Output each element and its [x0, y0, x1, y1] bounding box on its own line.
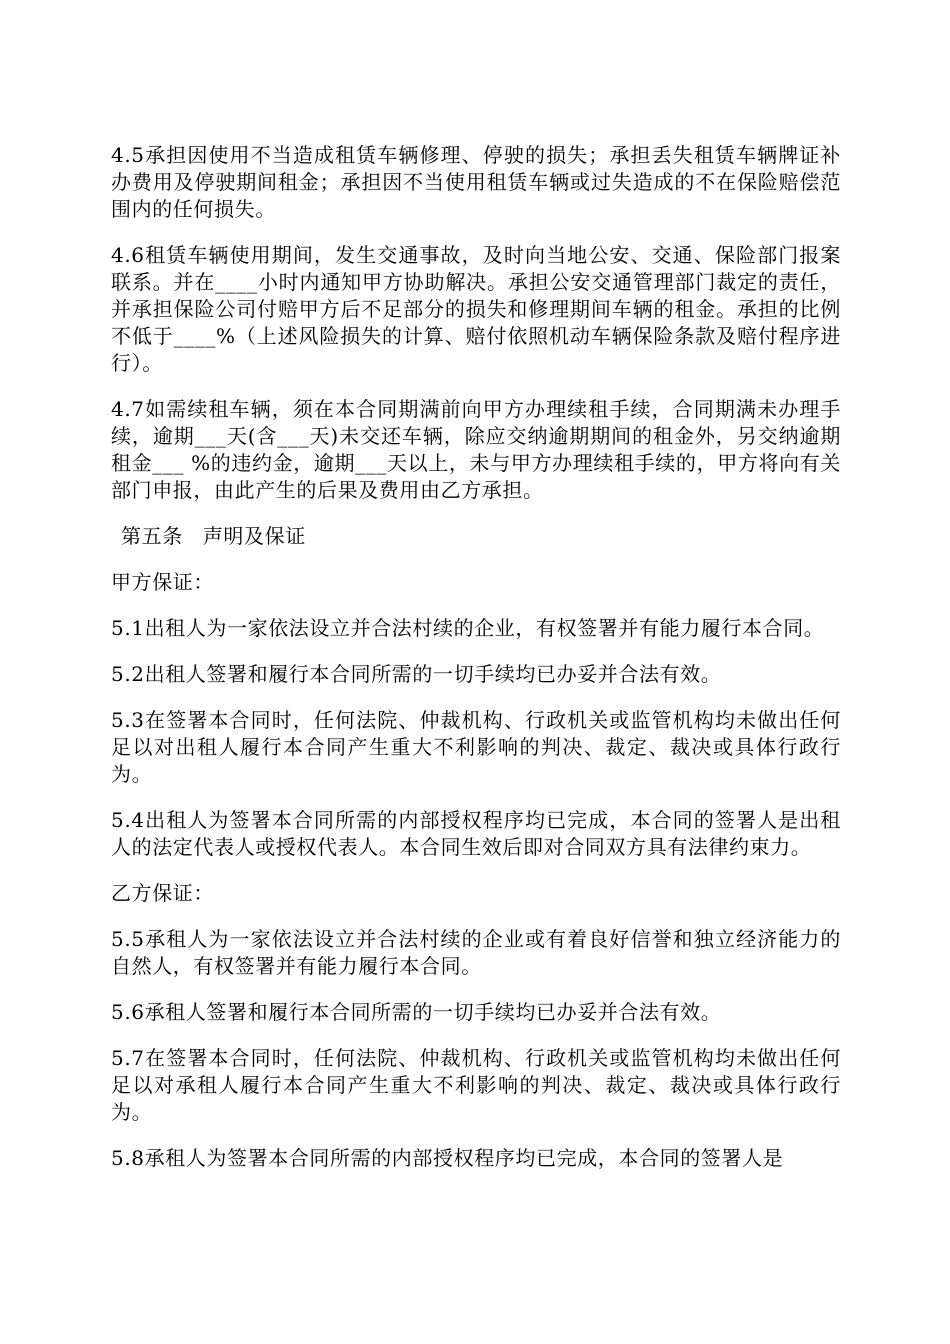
clause-5-4: 5.4出租人为签署本合同所需的内部授权程序均已完成，本合同的签署人是出租人的法定代表人或授权代表人。本合同生效后即对合同双方具有法律约束力。 [111, 808, 841, 859]
clause-5-6: 5.6承租人签署和履行本合同所需的一切手续均已办妥并合法有效。 [111, 1000, 722, 1024]
clause-4-7: 4.7如需续租车辆，须在本合同期满前向甲方办理续租手续，合同期满未办理手续，逾期___天(含___天)未交还车辆，除应交纳逾期期间的租金外，另交纳逾期租金___ %的违约金，逾期___天以上，未与甲方办理续租手续的，甲方将向有关部门申报，由此产生的后果及费用由乙方承担。 [111, 397, 841, 502]
article-5-title: 声明及保证 [202, 524, 306, 548]
article-5-heading [111, 523, 841, 550]
clause-4-5: 4.5承担因使用不当造成租赁车辆修理、停驶的损失；承担丢失租赁车辆牌证补办费用及停驶期间租金；承担因不当使用租赁车辆或过失造成的不在保险赔偿范围内的任何损失。 [111, 143, 841, 221]
clause-5-3: 5.3在签署本合同时，任何法院、仲裁机构、行政机关或监管机构均未做出任何足以对出租人履行本合同产生重大不利影响的判决、裁定、裁决或具体行政行为。 [111, 708, 841, 786]
clause-5-2: 5.2出租人签署和履行本合同所需的一切手续均已办妥并合法有效。 [111, 662, 722, 686]
clause-5-7: 5.7在签署本合同时，任何法院、仲裁机构、行政机关或监管机构均未做出任何足以对承租人履行本合同产生重大不利影响的判决、裁定、裁决或具体行政行为。 [111, 1046, 841, 1124]
party-b-heading: 乙方保证： [111, 881, 214, 905]
document-page [111, 142, 841, 1172]
party-a-heading: 甲方保证： [111, 570, 214, 594]
clause-5-5: 5.5承租人为一家依法设立并合法村续的企业或有着良好信誉和独立经济能力的自然人，有权签署并有能力履行本合同。 [111, 927, 841, 978]
clause-5-1: 5.1出租人为一家依法设立并合法村续的企业，有权签署并有能力履行本合同。 [111, 616, 825, 640]
clause-4-6: 4.6租赁车辆使用期间，发生交通事故，及时向当地公安、交通、保险部门报案联系。并在____小时内通知甲方协助解决。承担公安交通管理部门裁定的责任，并承担保险公司付赔甲方后不足部分的损失和修理期间车辆的租金。承担的比例不低于____%（上述风险损失的计算、赔付依照机动车辆保险条款及赔付程序进行）。 [111, 243, 841, 375]
article-5-number: 第五条 [121, 524, 183, 548]
clause-5-8: 5.8承租人为签署本合同所需的内部授权程序均已完成，本合同的签署人是 [111, 1146, 784, 1170]
